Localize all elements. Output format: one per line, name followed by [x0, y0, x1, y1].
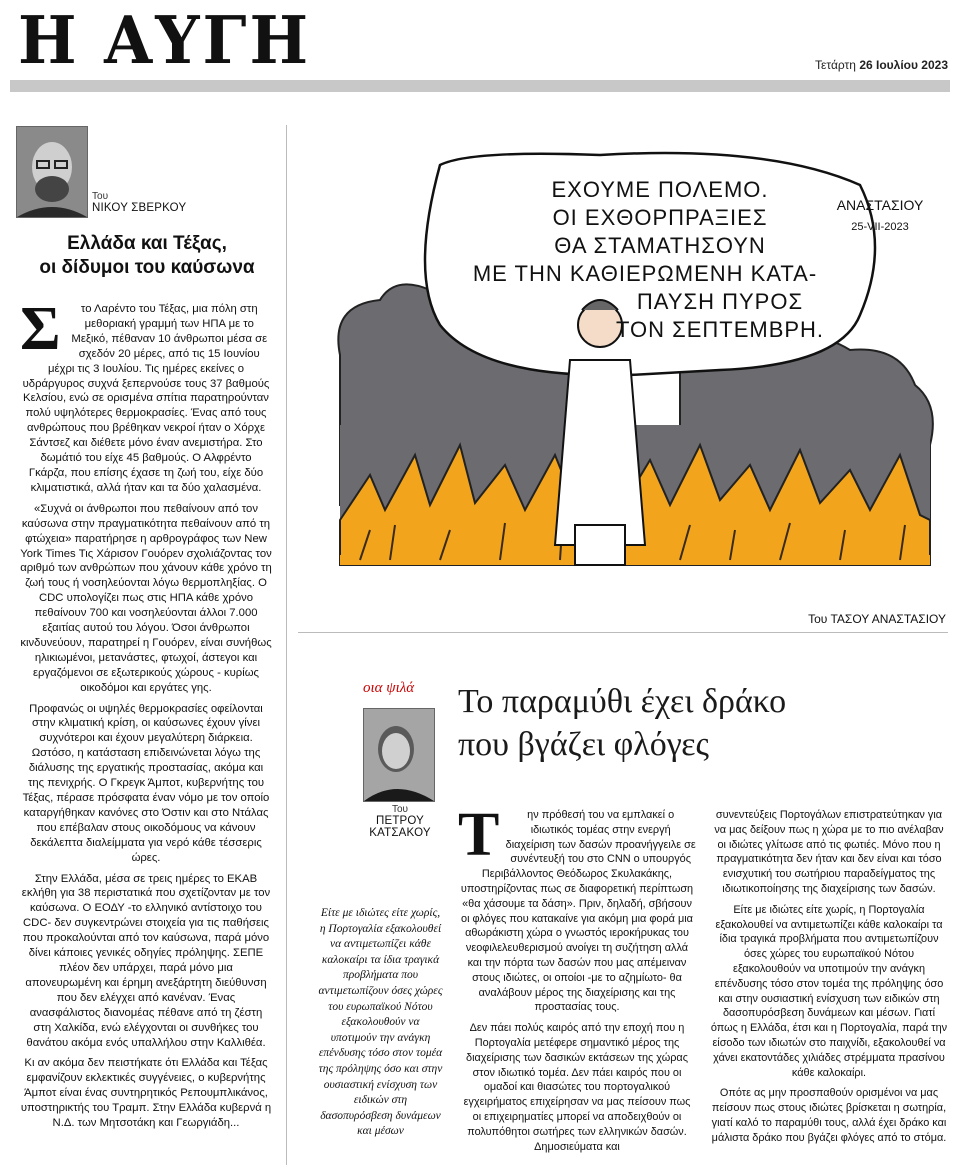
main-byline-prefix: Του [391, 804, 409, 815]
section-label: οια ψιλά [363, 680, 415, 696]
main-byline [360, 804, 440, 839]
speech-line-2: ΟΙ ΕΧΘΟΡΠΡΑΞΙΕΣ [552, 205, 768, 230]
left-paragraph-2: «Συχνά οι άνθρωποι που πεθαίνουν από τον καύσωνα στην πραγματικότητα πεθαίνουν από τη φτώχεια» παρατήρησε η αρθρογράφος των New York Times Τις Χάρισον Γουόρεν σχολιάζοντας τον αριθμό των ανθρώπων που χάνουν κάθε χρόνο τη ζωή τους ή νοσηλεύονται λόγω θερμοπληξίας. Ο CDC υπολογίζει πως στις ΗΠΑ κάθε χρόνο πεθαίνουν 700 και νοσηλεύονται άλλοι 7.000 εξαιτίας αυτού του λόγου. Όσοι άνθρωποι κινδυνεύουν, παρατηρεί η Γουόρεν, είναι συνήθως ηλικιωμένοι, μετανάστες, φτωχοί, άστεγοι και εργαζόμενοι σε εξωτερικούς χώρους - κυρίως οικοδόμοι και εργάτες γης. [20, 502, 272, 694]
cartoon-signature: ΑΝΑΣΤΑΣΙΟΥ [836, 197, 924, 213]
column-divider [286, 125, 287, 1165]
left-paragraph-1 [20, 295, 272, 496]
left-title-line2: οι δίδυμοι του καύσωνα [39, 257, 255, 278]
main-paragraph-4: Είτε με ιδιώτες είτε χωρίς, η Πορτογαλία εξακολουθεί να αντιμετωπίζει κάθε καλοκαίρι τα ίδια τραγικά προβλήματα που αντιμετωπίζουν όσες χώρες του ευρωπαϊκού Νότου εξακολουθούν να υποτιμούν την ανάγκη επένδυσης τόσο στον τομέα της πρόληψης όσο και στην ουσιαστική ενίσχυση των ειδικών στη δασοπυρόσβεση δυνάμεων και μέσων. Γιατί όπως η Ελλάδα, έτσι και η Πορτογαλία, παρά την είσοδο των ιδιωτών στο παιχνίδι, εξακολουθεί να χάνει εκατοντάδες χιλιάδες στρέμματα πρασίνου κάθε καλοκαίρι. [710, 903, 948, 1079]
main-paragraph-1 [458, 801, 696, 1015]
main-paragraph-2: Δεν πάει πολύς καιρός από την εποχή που η Πορτογαλία μετέφερε σημαντικό μέρος της διαχείρισης των δασικών εκτάσεων της χώρας στον ιδιωτικό τομέα. Δεν πάει καιρός που οι ομαδοί και θιασώτες του πορτογαλικού εγχειρήματος επιχείρησαν να μας πείσουν πως οι επιχειρηματίες μπορεί να αποδειχθούν οι πολυπόθητοι σωτήρες των ελληνικών δασών. Δημοσιεύματα και [463, 1022, 691, 1153]
main-author-photo [363, 708, 435, 802]
left-author: ΝΙΚΟΥ ΣΒΕΡΚΟΥ [92, 202, 187, 214]
speech-line-5: ΠΑΥΣΗ ΠΥΡΟΣ [636, 289, 804, 314]
main-author-portrait-icon [364, 709, 434, 801]
left-dropcap: Σ [20, 295, 61, 363]
left-article-title [22, 232, 272, 280]
cartoon [300, 125, 950, 605]
speech-line-1: ΕΧΟΥΜΕ ΠΟΛΕΜΟ. [551, 177, 769, 202]
main-p1-text: ην πρόθεσή του να εμπλακεί ο ιδιωτικός τομέας στην ενεργή διαχείριση των δασών προανήγγειλε σε συνέντευξή του στο CNN ο υπουργός Περιβάλλοντος Θεόδωρος Σκυλακάκης, υποστηρίζοντας πως σε διαφορετική περίπτωση «θα χάσουμε τα δάση». Πριν, δηλαδή, σβήσουν οι φλόγες που κατακαίνε για ακόμη μια φορά μια αθωράκιστη χώρα ο γνωστός ιεροκήρυκας του νεοφιλελευθερισμού ανοίγει τη συζήτηση αλλά και την πόρτα των δασών που μας απέμειναν στους ιδιώτες, οι οποίοι -με το αζημίωτο- θα αναλάβουν μέρος της διαχείρισης και της προστασίας τους. [460, 809, 696, 1014]
main-title-line1: Το παραμύθι έχει δράκο [458, 683, 787, 720]
main-column-2 [710, 808, 948, 1152]
date-rest: 26 Ιουλίου 2023 [859, 58, 948, 72]
left-byline-prefix: Του [92, 191, 109, 202]
cartoon-credit: Του ΤΑΣΟΥ ΑΝΑΣΤΑΣΙΟΥ [808, 612, 946, 626]
header-rule [10, 80, 950, 92]
main-title-line2: που βγάζει φλόγες [458, 726, 709, 763]
speech-line-4: ΜΕ ΤΗΝ ΚΑΘΙΕΡΩΜΕΝΗ ΚΑΤΑ- [472, 261, 818, 286]
main-paragraph-5: Οπότε ας μην προσπαθούν ορισμένοι να μας πείσουν πως στους ιδιώτες βρίσκεται η σωτηρία, γιατί καλό το παραμύθι τους, αλλά έχει δράκο και μάλιστα δράκο που βγάζει φλόγες από το στόμα. [711, 1087, 947, 1144]
date-day: Τετάρτη [815, 58, 856, 72]
main-author-line1: ΠΕΤΡΟΥ [375, 815, 425, 827]
left-paragraph-5: Κι αν ακόμα δεν πειστήκατε ότι Ελλάδα και Τέξας εμφανίζουν εκλεκτικές συγγένειες, ο κυβερνήτης Άμποτ είναι ένας συντηρητικός Ρεπουμπλικάνος, υποστηρικτής του Τραμπ. Στην Ελλάδα κυβερνά η Ν.Δ. των Μητσοτάκη και Γεωργιάδη... [20, 1057, 272, 1130]
left-paragraph-3: Προφανώς οι υψηλές θερμοκρασίες οφείλονται στην κλιματική κρίση, οι καύσωνες έχουν γίνει συχνότεροι και έχουν μεγαλύτερη διάρκεια. Ωστόσο, η κατάσταση επιδεινώνεται λόγω της διάλυσης της εργατικής προστασίας, ακόμα και της πενιχρής. Ο Γκρεγκ Άμποτ, κυβερνήτης του Τέξας, πέρασε πρόσφατα έναν νόμο με τον οποίο καταργήθηκαν κανόνες στο Όστιν και στο Ντάλας που επέβαλαν στους οικοδόμους να κάνουν δεκάλεπτα διαλείμματα για νερό κάθε τέσσερις ώρες. [22, 702, 270, 864]
main-author-line2: ΚΑΤΣΑΚΟΥ [369, 827, 431, 839]
section-rule [298, 632, 948, 633]
left-p1-text: το Λαρέντο του Τέξας, μια πόλη στη μεθοριακή γραμμή των ΗΠΑ με το Μεξικό, πέθαναν 10 άνθρωποι μέσα σε σχεδόν 20 μέρες, από τις 15 Ιουνίου μέχρι τις 3 Ιουλίου. Τις ημέρες εκείνες ο υδράργυρος συχνά ξεπερνούσε τους 37 βαθμούς Κελσίου, ενώ σε ορισμένα σπίτια παρατηρούνταν πολύ υψηλότερες θερμοκρασίες. Ένας από τους ανθρώπους που βρέθηκαν νεκροί ήταν ο Χόρχε Σάντσεζ και διέθετε μόνο έναν ανεμιστήρα. Στο δωμάτιό του είχε 45 βαθμούς. Ο Αλφρέντο Γκάρζα, που επίσης έχασε τη ζωή του, είχε δύο κλιματιστικά, αλλά ήταν και τα δύο χαλασμένα. [22, 303, 270, 494]
cartoon-signature-date: 25-VII-2023 [851, 221, 909, 233]
main-column-1 [458, 801, 696, 1160]
main-paragraph-3: συνεντεύξεις Πορτογάλων επιστρατεύτηκαν για να μας δείξουν πως η χώρα με το πιο ανέλαβαν οι ιδιώτες γλίτωσε από τις φωτιές. Μόνο που η πραγματικότητα δεν ήταν και δεν είναι και τόσο ενισχυτική του σωτήριου παραδείγματος της ιδιωτικοποίησης της διαχείρισης των δασών. [714, 809, 944, 895]
author-portrait-icon [17, 127, 87, 217]
issue-date [815, 58, 948, 72]
main-article-title [458, 680, 948, 766]
left-title-line1: Ελλάδα και Τέξας, [67, 233, 227, 254]
speech-line-6: ΤΟΝ ΣΕΠΤΕΜΒΡΗ. [615, 317, 825, 342]
masthead: Η ΑΥΓΗ [18, 2, 312, 79]
left-paragraph-4: Στην Ελλάδα, μέσα σε τρεις ημέρες το ΕΚΑΒ εκλήθη για 38 περιστατικά που σχετίζονταν με τον καύσωνα. Ο ΕΟΔΥ -το ελληνικό αντίστοιχο του CDC- δεν συγκεντρώνει στοιχεία για τις παθήσεις που προκαλούνται από τον καύσωνα, παρά μόνο δίνει κάποιες γενικές οδηγίες πρόληψης. ΣΕΠΕ πλέον δεν υπάρχει, παρά μόνο μια απονευρωμένη και έρημη ανεξάρτητη διεύθυνση που δεν ελέγχει από κανέναν. Ένας ανασφάλιστος διανομέας πέθανε από τη ζέστη στη Χαλκίδα, ενώ ελέγχονται οι συνθήκες του θανάτου ακόμα ενός υπαλλήλου στην Καλλιθέα. [21, 872, 271, 1049]
speech-line-3: ΘΑ ΣΤΑΜΑΤΗΣΟΥΝ [554, 233, 766, 258]
main-dropcap: Τ [458, 801, 500, 869]
author-photo [16, 126, 88, 218]
pull-quote: Είτε με ιδιώτες είτε χωρίς, η Πορτογαλία εξακολουθεί να αντιμετωπίζει κάθε καλοκαίρι τα ίδια τραγικά προβλήματα που αντιμετωπίζουν όσες χώρες του ευρωπαϊκού Νότου εξακολουθούν να υποτιμούν την ανάγκη επένδυσης τόσο στον τομέα της πρόληψης όσο και στην ουσιαστική ενίσχυση των ειδικών στη δασοπυρόσβεση δυνάμεων και μέσων [318, 907, 443, 1138]
cartoon-drawing [300, 125, 950, 605]
left-article-body [20, 295, 272, 1137]
left-byline [92, 191, 186, 214]
